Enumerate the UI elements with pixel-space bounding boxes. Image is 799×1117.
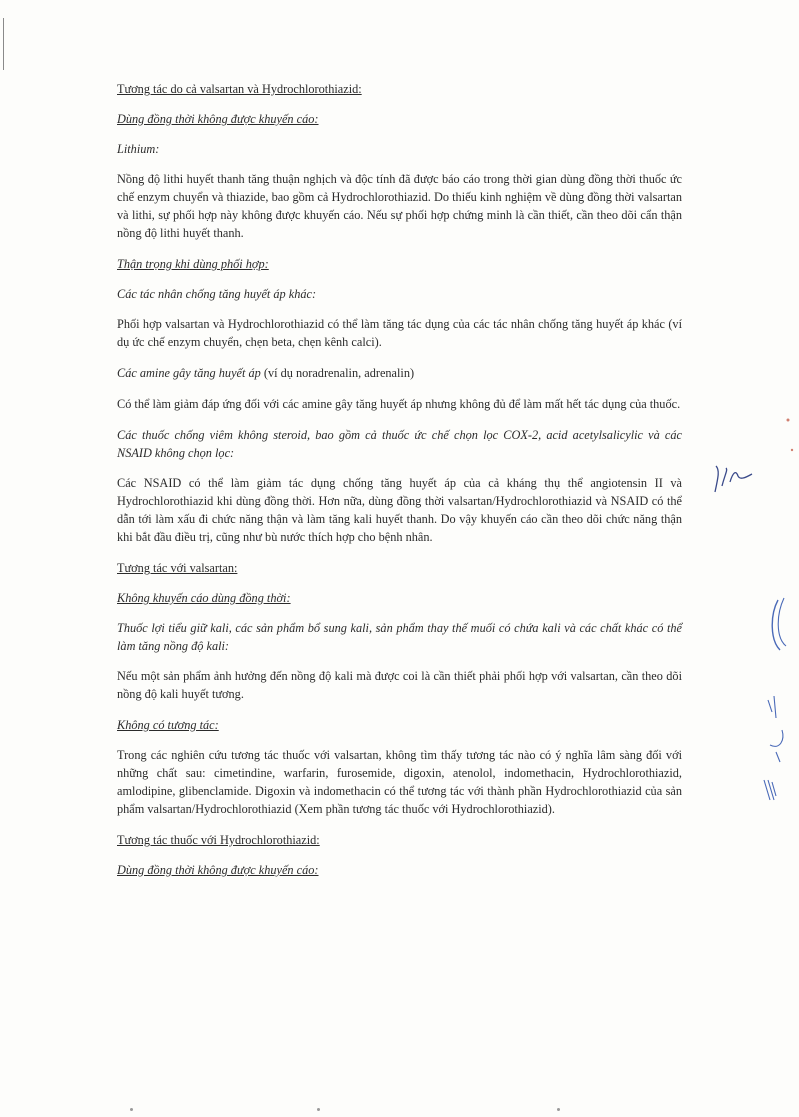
section-heading-valsartan: Tương tác với valsartan: [117, 561, 238, 575]
lithium-paragraph: Nồng độ lithi huyết thanh tăng thuận nghịch và độc tính đã được báo cáo trong thời gian dùng đồng thời thuốc ức chế enzym chuyển và thiazide, bao gồm cả Hydrochlorothiazid. Do thiếu kinh nghiệm về dùng đồng thời valsartan và lithi, sự phối hợp này không được khuyến cáo. Nếu sự phối hợp chứng minh là cần thiết, cần theo dõi cẩn thận nồng độ lithi huyết thanh. [117, 172, 682, 240]
subheading-not-recommended-valsartan: Không khuyến cáo dùng đồng thời: [117, 591, 291, 605]
amine-label [117, 364, 682, 382]
subheading-no-interaction: Không có tương tác: [117, 718, 219, 732]
stamp-lines-icon [764, 780, 776, 800]
red-dot-icon [791, 449, 793, 451]
nsaid-paragraph: Các NSAID có thể làm giảm tác dụng chống tăng huyết áp của cả kháng thụ thể angiotensin II và Hydrochlorothiazid khi dùng đồng thời. Hơn nữa, dùng đồng thời valsartan/Hydrochlorothiazid và NSAID có thể dẫn tới làm xấu đi chức năng thận và làm tăng kali huyết thanh. Do vậy khuyến cáo cần theo dõi chức năng thận khi bắt đầu điều trị, cũng như bù nước thích hợp cho bệnh nhân. [117, 476, 682, 544]
stamp-arc-icon [772, 600, 780, 650]
subheading-not-recommended-hctz: Dùng đồng thời không được khuyến cáo: [117, 863, 319, 877]
amine-label-rest: (ví dụ noradrenalin, adrenalin) [260, 366, 415, 380]
red-dot-icon [787, 419, 790, 422]
scan-edge-mark [3, 18, 4, 70]
scan-speck [130, 1108, 133, 1111]
lithium-label: Lithium: [117, 142, 160, 156]
section-heading-hydrochlorothiazid: Tương tác thuốc với Hydrochlorothiazid: [117, 833, 320, 847]
scan-speck [317, 1108, 320, 1111]
subheading-not-recommended: Dùng đồng thời không được khuyến cáo: [117, 112, 319, 126]
stamp-text-mark-icon [768, 696, 776, 718]
amine-label-italic: Các amine gây tăng huyết áp [117, 366, 261, 380]
scan-speck [557, 1108, 560, 1111]
nsaid-label: Các thuốc chống viêm không steroid, bao gồm cả thuốc ức chế chọn lọc COX-2, acid acetylsalicylic và các NSAID không chọn lọc: [117, 428, 682, 460]
stamp-arc-inner-icon [778, 598, 786, 646]
document-body [117, 80, 682, 891]
amine-paragraph: Có thể làm giảm đáp ứng đối với các amine gây tăng huyết áp nhưng không đủ để làm mất hết tác dụng của thuốc. [117, 397, 681, 411]
signature-icon [715, 466, 752, 492]
potassium-label: Thuốc lợi tiểu giữ kali, các sản phẩm bổ sung kali, sản phẩm thay thế muối có chứa kali và các chất khác có thể làm tăng nồng độ kali: [117, 621, 682, 653]
potassium-paragraph: Nếu một sản phẩm ảnh hưởng đến nồng độ kali mà được coi là cần thiết phải phối hợp với valsartan, cần theo dõi nồng độ kali huyết tương. [117, 669, 682, 701]
antihypertensive-label: Các tác nhân chống tăng huyết áp khác: [117, 287, 317, 301]
stamp-text-mark-2-icon [770, 730, 783, 762]
subheading-caution: Thận trọng khi dùng phối hợp: [117, 257, 269, 271]
no-interaction-paragraph: Trong các nghiên cứu tương tác thuốc với valsartan, không tìm thấy tương tác nào có ý nghĩa lâm sàng đối với những chất sau: cimetindine, warfarin, furosemide, digoxin, atenolol, indomethacin, Hydrochlorothiazid, amlodipine, glibenclamide. Digoxin và indomethacin có thể tương tác với thành phần Hydrochlorothiazid của sản phẩm valsartan/Hydrochlorothiazid (Xem phần tương tác thuốc với Hydrochlorothiazid). [117, 748, 682, 816]
section-heading-both: Tương tác do cả valsartan và Hydrochlorothiazid: [117, 82, 362, 96]
margin-stamp-marks [700, 400, 799, 830]
antihypertensive-paragraph: Phối hợp valsartan và Hydrochlorothiazid có thể làm tăng tác dụng của các tác nhân chống tăng huyết áp khác (ví dụ ức chế enzym chuyển, chẹn beta, chẹn kênh calci). [117, 317, 682, 349]
